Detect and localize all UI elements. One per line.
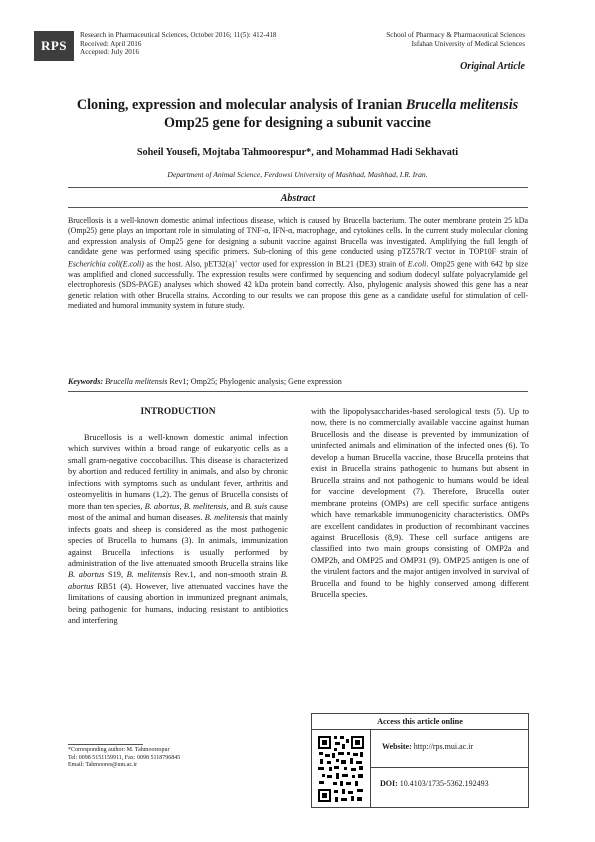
accepted-date: Accepted: July 2016 <box>80 48 140 57</box>
received-date: Received: April 2016 <box>80 39 142 48</box>
access-box-divider <box>370 729 371 808</box>
intro-left-column <box>68 432 288 627</box>
footnote-rule <box>68 744 143 745</box>
article-type: Original Article <box>460 61 525 72</box>
abstract-top-rule <box>68 187 528 188</box>
doi-link[interactable]: 10.4103/1735-5362.192493 <box>399 779 489 788</box>
qr-code-icon <box>317 734 365 804</box>
affiliation: Department of Animal Science, Ferdowsi University of Mashhad, Mashhad, I.R. Iran. <box>167 170 428 179</box>
access-online-box <box>311 713 529 808</box>
introduction-heading: INTRODUCTION <box>140 407 216 417</box>
intro-right-column <box>311 406 529 601</box>
doi-line: DOI: 10.4103/1735-5362.192493 <box>380 779 489 788</box>
publisher-line: School of Pharmacy & Pharmaceutical Sciences <box>386 31 525 39</box>
author-list: Soheil Yousefi, Mojtaba Tahmoorespur*, and Mohammad Hadi Sekhavati <box>136 147 459 158</box>
abstract-heading: Abstract <box>280 193 316 204</box>
access-box-row-divider <box>370 767 529 768</box>
intro-paragraph-continued: with the lipopolysaccharides-based serological tests (5). Up to now, there is no commercially available vaccine against human Brucellosis and the disease is prevented by immunization of uninfected animals and elimination of the infected ones (6). To develop a human Brucella vaccine, those Brucella proteins that exist in Brucella strains pathogenic to humans but absent in Brucella strains and not pathogenic to humans would be ideal for vaccine development (7). Therefore, Brucella outer membrane proteins (OMPs) are cell specific surface antigens which have remarkable immunogenicity characteristics. OMPs are excellent candidates in production of recombinant vaccines against Brucellosis (8,9). These cell surface antigens are classified into two main groups consisting of OMP2a and OMP2b, and OMP25 and OMP31 (9). OMP25 antigen is one of the virulent factors and the major antigen involved in survival of Brucella and found to be highly conserved among different Brucella species. <box>311 407 529 600</box>
corresponding-author-footnote: *Corresponding author: M. Tahmoorespur Tel: 0098 5151159911, Fax: 0098 5118796845 Email: Tahmoores@um.ac.ir <box>68 747 181 769</box>
author-email[interactable]: Email: Tahmoores@um.ac.ir <box>68 762 138 769</box>
website-link[interactable]: http://rps.mui.ac.ir <box>413 742 474 751</box>
journal-logo: RPS <box>34 31 74 61</box>
paper-title: Cloning, expression and molecular analysis of Iranian Brucella melitensis Omp25 gene for designing a subunit vaccine <box>76 97 519 131</box>
journal-citation <box>80 31 277 57</box>
access-box-heading: Access this article online <box>312 714 528 730</box>
university-line: Isfahan University of Medical Sciences <box>411 39 525 48</box>
citation-line: Research in Pharmaceutical Sciences, October 2016; 11(5): 412-418 <box>80 31 277 39</box>
publisher-info <box>386 31 525 48</box>
intro-paragraph: Brucellosis is a well-known domestic animal infection which survives within a broad range of eukaryotic cells as a small gram-negative coccobacillus. This disease is characterized by abortion and reduced fertility in animals, and also by chronic infections with symptoms such as undulant fever, arthritis and osteomyelitis in humans (1,2). The genus of Brucella consists of more than ten species, B. abortus, B. melitensis, and B. suis cause most of the animal and human diseases. B. melitensis that mainly infects goats and sheep is considered as the most pathogenic species of Brucella to humans (3). In animals, immunization against Brucella infections is usually performed by administration of the live attenuated smooth Brucella strains like B. abortus S19, B. melitensis Rev.1, and non-smooth strain B. abortus RB51 (4). However, live attenuated vaccines have the limitations of causing abortion in immunized pregnant animals, being pathogenic for humans, inducing resistant to antibiotics and interfering <box>68 433 289 626</box>
website-line: Website: http://rps.mui.ac.ir <box>382 742 474 751</box>
abstract-text: Brucellosis is a well-known domestic animal infectious disease, which is caused by Brucella bacterium. The outer membrane protein 25 kDa (Omp25) gene plays an important role in simulating of TNF-α, IFN-α, macrophage, and cytokines cells. In the current study molecular cloning and expression analysis of Omp25 gene for designing a subunit vaccine against Brucella was investigated. Amplifying the full length of candidate gene was performed using specific primers. Sub-cloning of this gene conducted using pTZ57R/T vector in TOP10F strain of Escherichia coli(E.coli) as the host. Also, pET32(a)+ vector used for expression in BL21 (DE3) strain of E.coli. Omp25 gene with 642 bp size was amplified and cloned successfully. The expression results were confirmed by sequencing and sodium dodecyl sulfate polyacrylamide gel electrophoresis (SDS-PAGE) analyses which showed 42 kDa protein band correctly. Also, phylogenic analysis showed this gene has a near genetic relation with other Brucella strains. According to our results we can propose this gene as a candidate useful for stimulation of cell-mediated and humoral immunity system in future study. <box>68 216 528 310</box>
keywords: Keywords: Brucella melitensis Rev1; Omp25; Phylogenic analysis; Gene expression <box>68 377 342 386</box>
keywords-rule <box>68 391 528 392</box>
abstract-heading-rule <box>68 207 528 208</box>
